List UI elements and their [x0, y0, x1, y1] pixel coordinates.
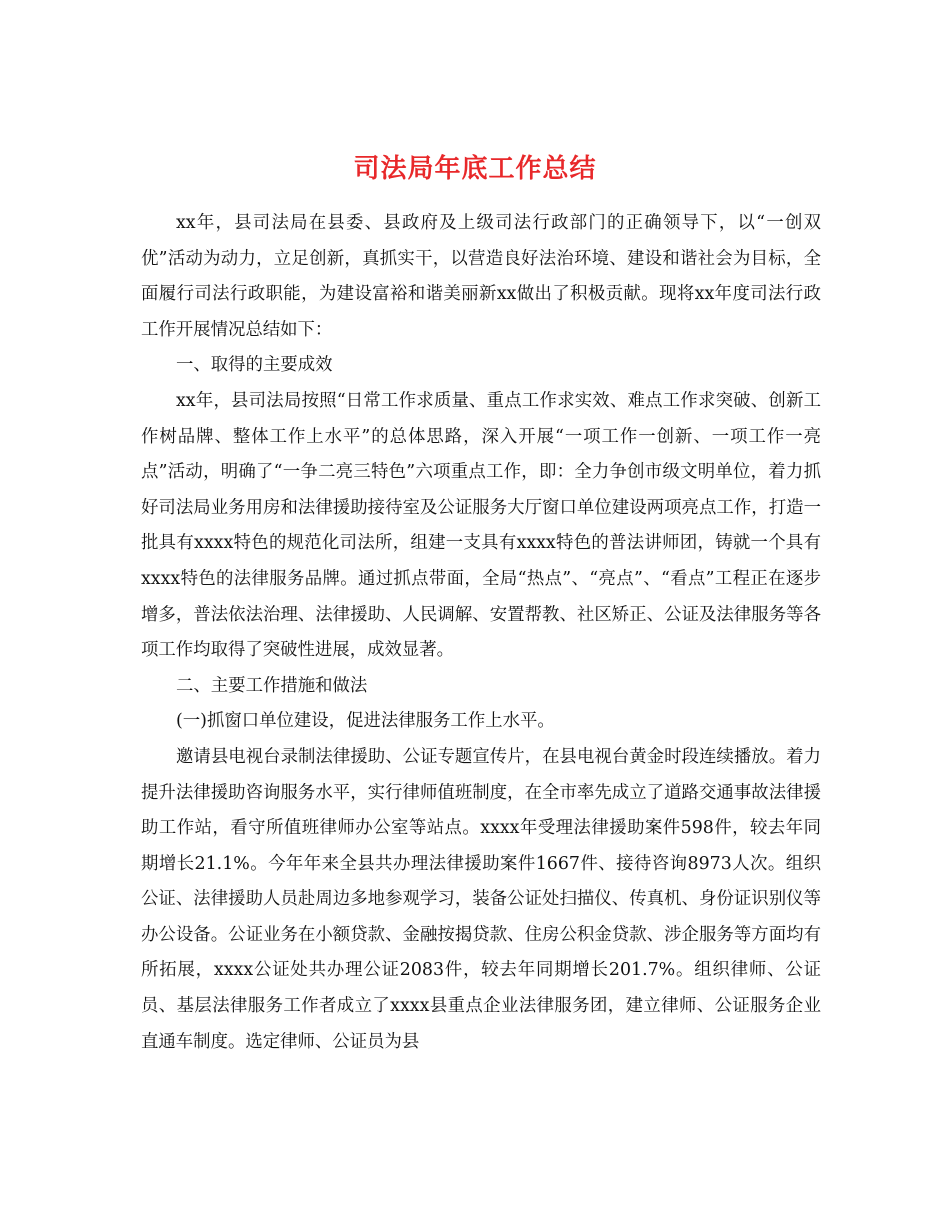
paragraph-measures: 邀请县电视台录制法律援助、公证专题宣传片，在县电视台黄金时段连续播放。着力提升法律援助咨询服务水平，实行律师值班制度，在全市率先成立了道路交通事故法律援助工作站，看守所值班律师办公室等站点。xxxx年受理法律援助案件598件，较去年同期增长21.1%。今年年来全县共办理法律援助案件1667件、接待咨询8973人次。组织公证、法律援助人员赴周边多地参观学习，装备公证处扫描仪、传真机、身份证识别仪等办公设备。公证业务在小额贷款、金融按揭贷款、住房公积金贷款、涉企服务等方面均有所拓展，xxxx公证处共办理公证2083件，较去年同期增长201.7%。组织律师、公证员、基层法律服务工作者成立了xxxx县重点企业法律服务团，建立律师、公证服务企业直通车制度。选定律师、公证员为县	[141, 746, 821, 1052]
subsection-heading-1: (一)抓窗口单位建设，促进法律服务工作上水平。	[176, 711, 555, 732]
document-title: 司法局年底工作总结	[353, 154, 597, 185]
section-heading-2: 二、主要工作措施和做法	[176, 675, 368, 696]
paragraph-intro: xx年，县司法局在县委、县政府及上级司法行政部门的正确领导下，以“一创双优”活动为动力，立足创新，真抓实干，以营造良好法治环境、建设和谐社会为目标，全面履行司法行政职能，为建设富裕和谐美丽新xx做出了积极贡献。现将xx年度司法行政工作开展情况总结如下：	[141, 213, 821, 340]
section-heading-1: 一、取得的主要成效	[176, 355, 333, 376]
document-body	[141, 206, 821, 1060]
paragraph-achievements: xx年，县司法局按照“日常工作求质量、重点工作求实效、难点工作求突破、创新工作树品牌、整体工作上水平”的总体思路，深入开展“一项工作一创新、一项工作一亮点”活动，明确了“一争二亮三特色”六项重点工作，即：全力争创市级文明单位，着力抓好司法局业务用房和法律援助接待室及公证服务大厅窗口单位建设两项亮点工作，打造一批具有xxxx特色的规范化司法所，组建一支具有xxxx特色的普法讲师团，铸就一个具有xxxx特色的法律服务品牌。通过抓点带面，全局“热点”、“亮点”、“看点”工程正在逐步增多，普法依法治理、法律援助、人民调解、安置帮教、社区矫正、公证及法律服务等各项工作均取得了突破性进展，成效显著。	[141, 390, 821, 661]
